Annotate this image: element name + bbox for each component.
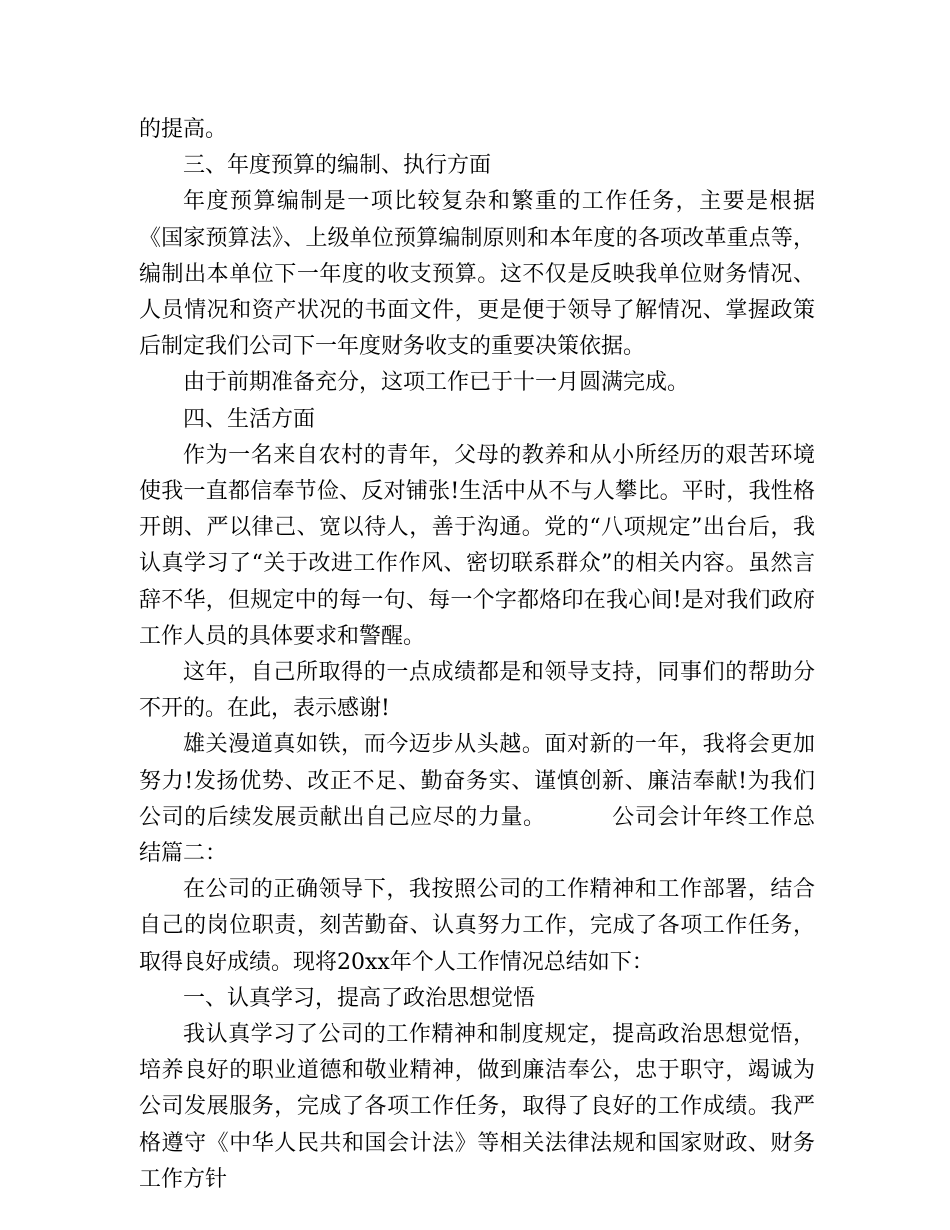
paragraph-intro-part-two: 在公司的正确领导下，我按照公司的工作精神和工作部署，结合自己的岗位职责，刻苦勤奋、认真努力工作，完成了各项工作任务，取得良好成绩。现将20xx年个人工作情况总结如下： xyxy=(139,877,815,975)
paragraph-thanks: 这年，自己所取得的一点成绩都是和领导支持，同事们的帮助分不开的。在此，表示感谢! xyxy=(139,660,815,722)
paragraph-life: 作为一名来自农村的青年，父母的教养和从小所经历的艰苦环境使我一直都信奉节俭、反对铺张!生活中从不与人攀比。平时，我性格开朗、严以律己、宽以待人，善于沟通。党的“八项规定”出台后，我认真学习了“关于改进工作作风、密切联系群众”的相关内容。虽然言辞不华，但规定中的每一句、每一个字都烙印在我心间!是对我们政府工作人员的具体要求和警醒。 xyxy=(139,442,815,649)
paragraph-continuation: 的提高。 xyxy=(139,117,228,142)
document-body xyxy=(139,112,815,1198)
section-heading-life: 四、生活方面 xyxy=(183,406,316,432)
paragraph-study: 我认真学习了公司的工作精神和制度规定，提高政治思想觉悟，培养良好的职业道德和敬业精神，做到廉洁奉公，忠于职守，竭诚为公司发展服务，完成了各项工作任务，取得了良好的工作成绩。我严格遵守《中华人民共和国会计法》等相关法律法规和国家财政、财务工作方针 xyxy=(139,1022,815,1192)
paragraph-budget-completion: 由于前期准备充分，这项工作已于十一月圆满完成。 xyxy=(183,370,690,396)
section-heading-study: 一、认真学习，提高了政治思想觉悟 xyxy=(183,985,536,1011)
section-heading-budget: 三、年度预算的编制、执行方面 xyxy=(183,153,492,179)
paragraph-budget: 年度预算编制是一项比较复杂和繁重的工作任务，主要是根据《国家预算法》、上级单位预算编制原则和本年度的各项改革重点等，编制出本单位下一年度的收支预算。这不仅是反映我单位财务情况、人员情况和资产状况的书面文件，更是便于领导了解情况、掌握政策后制定我们公司下一年度财务收支的重要决策依据。 xyxy=(139,189,815,360)
article-part-two-title: 公司会计年终工作总结篇二： xyxy=(139,804,815,867)
paragraph-outlook xyxy=(139,727,815,872)
paragraph-outlook-text: 雄关漫道真如铁，而今迈步从头越。面对新的一年，我将会更加努力!发扬优势、改正不足、勤奋务实、谨慎创新、廉洁奉献!为我们公司的后续发展贡献出自己应尽的力量。 xyxy=(139,732,815,830)
